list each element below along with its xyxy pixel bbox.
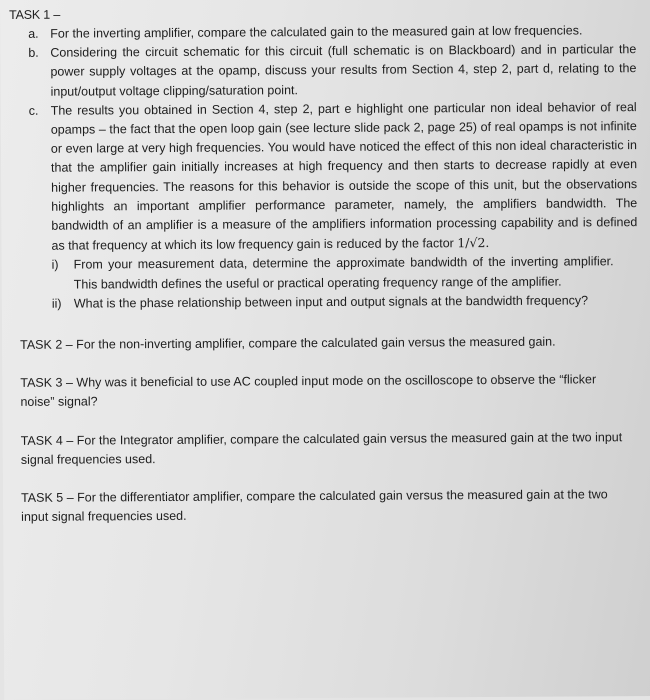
task-1-item-b <box>28 40 636 101</box>
task-5 <box>21 485 633 527</box>
item-c-i-marker: i) <box>51 258 59 273</box>
task-1-item-c-i <box>52 253 638 295</box>
task-3-label: TASK 3 <box>20 375 63 391</box>
task-1-item-c-ii <box>52 291 638 314</box>
item-b-marker: b. <box>28 45 39 61</box>
task-3-text: – Why was it beneficial to use AC coupled input mode on the oscilloscope to observe the “flicker noise” signal? <box>20 372 597 410</box>
item-a-text: For the inverting amplifier, compare the calculated gain to the measured gain at low frequencies. <box>50 23 583 41</box>
item-c-ii-text: What is the phase relationship between input and output signals at the bandwidth frequency? <box>73 293 589 311</box>
item-c-body <box>51 98 638 256</box>
gain-reduction-factor: 1/√2. <box>457 235 490 251</box>
item-b-text: Considering the circuit schematic for this circuit (full schematic is on Blackboard) and in particular the power supply voltages at the opamp, discuss your results from Section 4, step 2, part d, relating to the input/output voltage clipping/saturation point. <box>50 42 637 99</box>
task-4-text: – For the Integrator amplifier, compare the calculated gain versus the measured gain at the two input signal frequencies used. <box>20 429 623 467</box>
task-5-label: TASK 5 <box>20 490 64 505</box>
item-c-text: The results you obtained in Section 4, step 2, part e highlight one particular non ideal behavior of real opamps – the fact that the open loop gain (see lecture slide pack 2, page 25) of real opamps is not infinite or even large at very high frequencies. You would have noticed the effect of this non ideal characteristic in that the amplifier gain initially increases at high frequency and then starts to decrease rapidly at even higher frequencies. The reasons for this behavior is outside the scope of this unit, but the observations highlights an important amplifier performance parameter, namely, the amplifiers bandwidth. The bandwidth of an amplifier is a measure of the amplifiers information processing capability and is defined as that frequency at which its low frequency gain is reduced by the factor <box>50 99 638 253</box>
task-2-text: – For the non-inverting amplifier, compare the calculated gain versus the measured gain. <box>62 334 556 352</box>
task-4-label: TASK 4 <box>20 433 63 448</box>
task-4 <box>21 428 633 470</box>
task-1-item-c <box>29 98 638 256</box>
task-2 <box>20 332 632 355</box>
item-c-marker: c. <box>28 103 39 118</box>
item-a-marker: a. <box>28 26 39 41</box>
task-5-text: – For the differentiator amplifier, compare the calculated gain versus the measured gain at the two input signal frequencies used. <box>21 487 608 525</box>
task-3 <box>20 370 632 412</box>
task-2-label: TASK 2 <box>20 337 63 352</box>
item-c-i-text: From your measurement data, determine the approximate bandwidth of the inverting amplifier. This bandwidth defines the useful or practical operating frequency range of the amplifier. <box>73 254 614 292</box>
item-c-ii-marker: ii) <box>51 296 62 311</box>
task-1-heading: TASK 1 – <box>9 7 61 22</box>
